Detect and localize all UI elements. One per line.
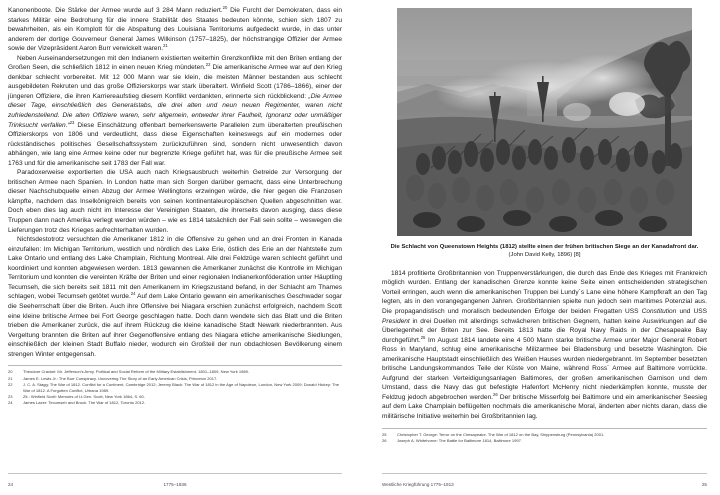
paragraph: [8, 6, 342, 54]
footnote-ref[interactable]: 21: [163, 43, 168, 49]
text-run: Diese Einschätzung offenbart bemerkenswerte Parallelen zum überalterten preußischen Offizierskorps von 1806 und verdeutlicht, dass diese Eigenschaften keineswegs auf ein modernes oder rückständisches politisches Gesellschaftssystem zurückzuführen sind, sondern nicht unwesentlich davon abhängen, wie lang eine Armee keine oder nur begrenzte Kriege geführt hat, was für die preußische Armee seit 1763 und für die amerikanische seit 1783 der Fall war.: [8, 121, 342, 167]
paragraph: [8, 54, 342, 169]
footnote-item: [382, 438, 707, 444]
footnote-number: 23: [8, 394, 13, 400]
footer-separator: [8, 473, 342, 474]
text-run: Auf dem Lake Ontario gewann ein amerikanisches Geschwader sogar die Seeherrschaft über die Briten. Auch ihre Offensive bei Niagara erschien zunächst erfolgreich, nachdem Scott eine kleine britische Armee bei Fort George geschlagen hatte. Doch dann wendete sich das Blatt und die Briten trieben die Amerikaner zurück, die auf ihrem Rückzug die kleine kanadische Stadt Newark niederbrannten. Aus Vergeltung brannten die Briten auf ihrer Gegenoffensive entlang des Niagara etliche amerikanische Siedlungen, einschließlich der kleinen Stadt Buffalo nieder, wodurch ein Großteil der nun obdachlosen Bevölkerung einem strengen Winter entgegensah.: [8, 293, 342, 358]
page-number: 24: [8, 482, 14, 487]
paragraph: [8, 235, 342, 359]
footnote-text: J. C. A. Stagg: The War of 1812. Conflict for a Continent, Cambridge 2012; Jeremy Black: The War of 1812 in the Age of Napoleon, London, New York 2009; Donald Hickey: The War of 1812. A Forgotten Conflict, Urbana 1989.: [23, 381, 339, 393]
figure-credit: (John David Kelly, 1896) [8]: [508, 252, 581, 259]
running-title: Westliche Kriegführung 1775–1913: [382, 482, 454, 487]
footnote-item: [382, 432, 707, 438]
footnote-number: 24: [8, 400, 13, 406]
footnote-ref[interactable]: 22: [205, 62, 211, 68]
footnote-text: Theodore Crackel: Mr. Jefferson's Army. Political and Social Reform of the Military Establishment, 1801–1809, New York 1989.: [23, 369, 250, 375]
footnote-text: Joseph A. Whitehorne: The Battle for Baltimore 1814, Baltimore 1997.: [397, 437, 522, 443]
text-run: Nichtsdestotrotz versuchten die Amerikaner 1812 in die Offensive zu gehen und an drei Fronten in Kanada einzufallen: Im Michigan Territorium, westlich und nördlich des Lake Erie, östlich des Erie an der Nahtstelle zum Lake Ontario und entlang des Lake Champlain, Richtung Montreal. Alle drei Feldzüge waren schlecht geführt und koordiniert und konnten abgewiesen werden. 1813 gewannen die Amerikaner zunächst die Kontrolle im Michigan Territorium und konnten die vereinten Kräfte der Briten und einer regionalen Indianerkonföderation unter Häuptling Tecumseh, die sich bereits seit 1811 mit den Amerikanern im Kriegszustand befand, in der Schlacht am Thames schlagen, wobei Tecumseh getötet wurde.: [8, 236, 342, 301]
footnote-ref[interactable]: 20: [222, 4, 228, 10]
left-page-body-text: [8, 6, 342, 359]
footnote-number: 21: [8, 375, 13, 381]
text-run: Die Furcht der Demokraten, dass ein starkes Militär eine Bedrohung für die innere Stabilität des Staates bedeuten könnte, schien sich 1807 zu bewahrheiten, als ein Komplott für die Abspaltung des Louisiana Territoriums aufgedeckt wurde, in das unter anderem der dortige Gouverneur General James Wilkinson (1757–1825), der höchstrangige Offizier der Armee sowie der Vizepräsident Aaron Burr verwickelt waren.: [8, 7, 342, 53]
text-run: und USS: [676, 308, 708, 315]
footnote-ref[interactable]: 24: [130, 291, 136, 297]
footnote-item: [8, 382, 342, 394]
right-page-footer: [382, 473, 707, 489]
figure-caption-text: Die Schlacht von Queenstown Heights (1812) stellte einen der frühen britischen Siege an der Kanadafront dar.: [390, 244, 699, 250]
footnote-item: [8, 376, 342, 382]
footnote-text: Zit.: Winfield Scott: Memoirs of Lt.Gen. Scott, New York 1864, S. 60.: [23, 394, 145, 400]
ship-name: President: [382, 317, 410, 325]
right-page-body-text: [382, 269, 707, 422]
footnote-separator: [382, 428, 707, 429]
paragraph: [382, 269, 707, 422]
right-page: [360, 0, 720, 495]
text-run: 1814 profitierte Großbritannien von Truppenverstärkungen, die durch das Ende des Krieges mit Frankreich möglich wurden. Entlang der kanadischen Grenze konnte keine Seite einen entscheidenden strategischen Vorteil erringen, auch wenn die amerikanischen Truppen bei Lundy´s Lane eine höhere Kampfkraft an den Tag legten, als in den vorangegangenen Jahren. Großbritannien spielte nun jedoch sein maritimes Potenzial aus. Die propagandistisch und moralisch bedeutenden Erfolge der beiden Fregatten USS: [382, 269, 707, 315]
text-run: in drei Duellen mit allerdings schwächeren britischen Gegnern, hatten keine Auswirkungen auf die Überlegenheit der Briten zur See. Bereits 1813 hatte die Royal Navy Raids in der Chesapeake Bay durchgeführt.: [382, 317, 707, 344]
right-page-footnotes: [382, 432, 707, 444]
footnote-text: James E. Lewis Jr.: The Burr Conspiracy. Uncovering The Story of an Early American Crisis, Princeton 2017.: [23, 375, 218, 381]
text-run: Die amerikanische Armee war auf den Krieg denkbar schlecht vorbereitet. Mit 12 000 Mann war sie klein, die meisten Männer bestanden aus schlecht ausgebildeten Rekruten und das große Offizierskorps war stark überaltert. Winfield Scott (1786–1866), einer der jüngeren Offiziere, die ihren Karriereaufstieg diesem Konflikt verdankten, erinnerte sich rückblickend:: [8, 64, 343, 100]
footnote-item: [8, 394, 342, 400]
footer-separator: [382, 473, 707, 474]
footnote-number: 25: [382, 431, 387, 437]
footnote-item: [8, 369, 342, 375]
figure-caption: [388, 243, 701, 260]
quotation: „Die Armee dieser Tage, einschließlich des Generalstabs, die drei alten und neun neuen Regimenter, waren nicht zufriedenstellend. Die alten Offiziere waren, sehr allgemein, entweder ihrer Faulheit, Ignoranz oder unmäßiger Trinksucht verfallen.“: [8, 92, 342, 129]
left-page-footnotes: [8, 369, 342, 406]
text-run: Paradoxerweise exportierten die USA auch nach Kriegsausbruch weiterhin Getreide zur Versorgung der britischen Armee nach Spanien. In London hatte man sich Sorgen darüber gemacht, dass eine Unterbrechung dieser Nachschubquelle einen Abzug der Armee Wellingtons erzwingen würde, die hier gegen die Franzosen kämpfte, nachdem das Inselkönigreich bereits von seinen kontinentaleuropäischen Quellen abgeschnitten war. Doch eben dies lag auch nicht im Interesse der Vereinigten Staaten, die ihrerseits davon ausging, dass diese Truppen dann nach Amerika verlegt werden würden – wie es 1814 tatsächlich der Fall sein sollte – weswegen die Lieferungen trotz des Krieges aufrechterhalten wurden.: [8, 169, 342, 234]
running-title: 1775–1836: [163, 482, 187, 487]
footnote-text: James Laxer: Tecumseh and Brock. The War of 1812, Toronto 2012.: [23, 400, 146, 406]
ship-name: Constitution: [641, 308, 677, 315]
left-page-footer: [8, 473, 342, 489]
text-run: Im August 1814 landete eine 4 500 Mann starke britische Armee unter Major General Robert Ross in Maryland, schlug eine amerikanische Milizarmee bei Bladensburg und besetzte Washington. Die amerikanische Hauptstadt einschließlich des Weißen Hauses wurden niedergebrannt. Im September besetzten britische Landungskommandos Teile der Küste von Maine, während Ross´ Armee auf Baltimore vorrückte. Aufgrund der starken Verteidigungsanlagen Baltimores, der großen amerikanischen Garnison und dem Umstand, dass die Navy das gut befestigte Hafenfort McHenry nicht niederkämpfen konnte, musste der Feldzug jedoch abgebrochen werden.: [382, 336, 707, 401]
figure: [382, 8, 707, 260]
footnote-separator: [8, 365, 342, 366]
footnote-number: 22: [8, 381, 13, 387]
paragraph: [8, 168, 342, 235]
footnote-ref[interactable]: 23: [69, 119, 75, 125]
battle-painting-image: [397, 8, 692, 236]
footnote-item: [8, 400, 342, 406]
text-run: Neben Auseinandersetzungen mit den Indianern existierten weiterhin Grenzkonflikte mit den Briten entlang der Großen Seen, die schließlich 1812 in einen neuen Krieg mündeten.: [8, 54, 342, 72]
footnote-ref[interactable]: 25: [420, 334, 426, 340]
text-run: Der britische Misserfolg bei Baltimore und ein amerikanischer Seesieg auf dem Lake Champlain beflügelten nochmals die amerikanische Moral, änderten aber nichts daran, dass die militärische Initiative weiterhin bei Großbritannien lag.: [382, 393, 707, 421]
footnote-ref[interactable]: 26: [493, 391, 498, 397]
text-run: Kanonenboote. Die Stärke der Armee wurde auf 3 284 Mann reduziert.: [8, 7, 223, 14]
page-number: 25: [701, 482, 707, 487]
footnote-number: 20: [8, 369, 13, 375]
footnote-number: 26: [382, 437, 387, 443]
footnote-text: Christopher T. George: Terror on the Chesapeake. The War of 1812 on the Bay, Shippensburg (Pennsylvania) 2001.: [397, 431, 605, 437]
